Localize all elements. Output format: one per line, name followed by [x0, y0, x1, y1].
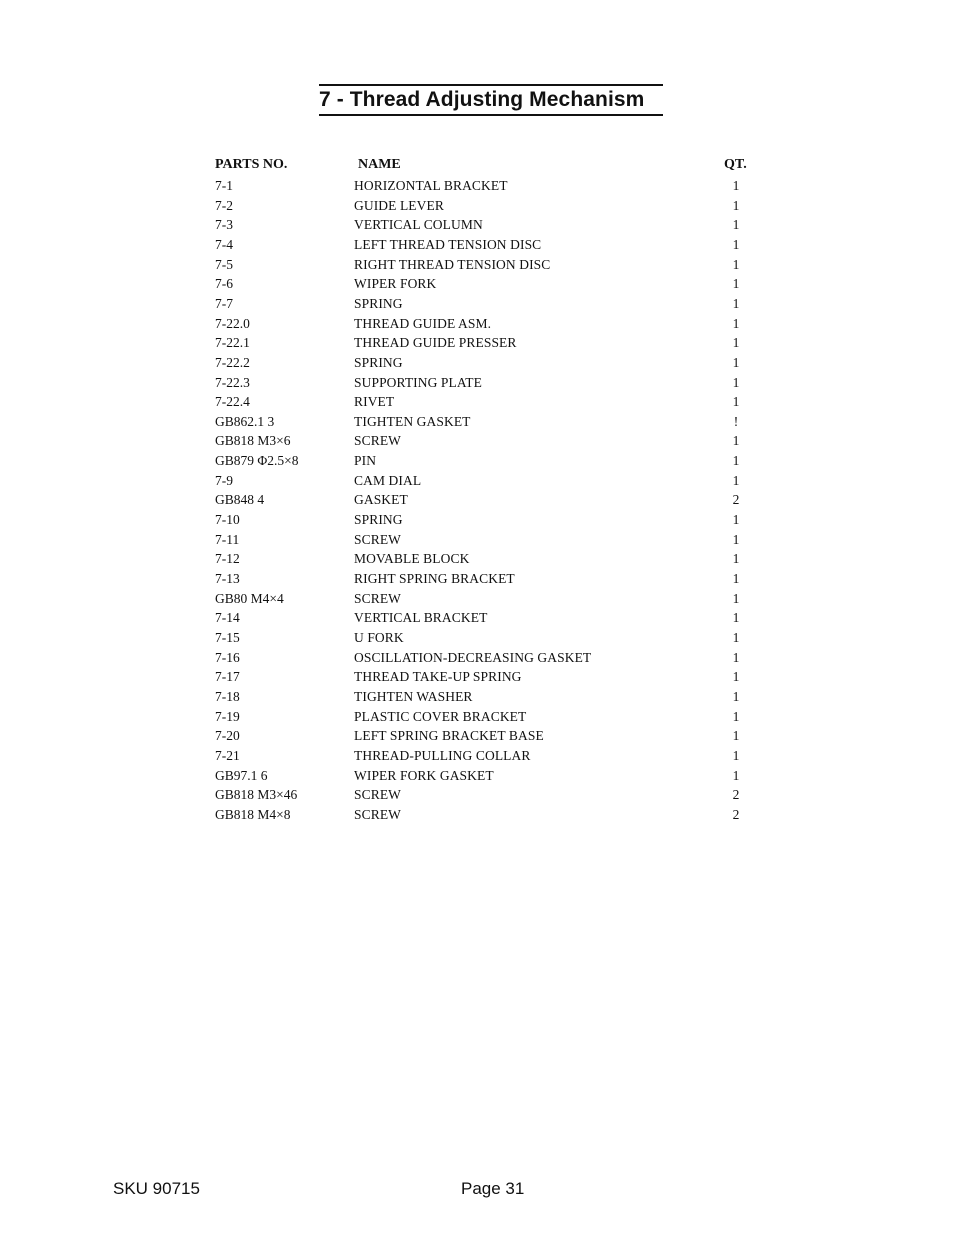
page-title: 7 - Thread Adjusting Mechanism	[319, 88, 645, 111]
table-row	[0, 667, 954, 686]
quantity-cell: 1	[732, 276, 740, 292]
part-number-cell: 7-15	[215, 629, 240, 645]
part-number-cell: 7-7	[215, 295, 233, 311]
part-name-cell: CAM DIAL	[354, 472, 422, 488]
header-name: NAME	[358, 157, 401, 172]
part-name-cell: SCREW	[354, 787, 402, 803]
part-number-cell: 7-9	[215, 472, 233, 488]
part-name-cell: THREAD GUIDE ASM.	[354, 315, 492, 331]
quantity-cell: 1	[732, 747, 740, 763]
part-number-cell: 7-18	[215, 688, 240, 704]
table-row	[0, 373, 954, 392]
part-name-cell: TIGHTEN WASHER	[354, 688, 473, 704]
quantity-cell: 1	[732, 394, 740, 410]
table-row	[0, 530, 954, 549]
part-number-cell: GB879 Φ2.5×8	[215, 453, 299, 469]
part-name-cell: WIPER FORK GASKET	[354, 767, 494, 783]
quantity-cell: 1	[732, 590, 740, 606]
part-number-cell: 7-11	[215, 531, 240, 547]
quantity-cell: 1	[732, 472, 740, 488]
part-name-cell: TIGHTEN GASKET	[354, 413, 471, 429]
table-row	[0, 451, 954, 470]
part-number-cell: 7-12	[215, 551, 240, 567]
quantity-cell: 1	[732, 335, 740, 351]
table-row	[0, 235, 954, 254]
title-block	[319, 84, 663, 116]
part-name-cell: VERTICAL BRACKET	[354, 610, 488, 626]
part-number-cell: 7-2	[215, 197, 233, 213]
quantity-cell: 1	[732, 512, 740, 528]
part-name-cell: SCREW	[354, 433, 402, 449]
part-name-cell: RIGHT SPRING BRACKET	[354, 571, 515, 586]
part-name-cell: RIGHT THREAD TENSION DISC	[354, 256, 551, 272]
table-row	[0, 628, 954, 647]
table-row	[0, 785, 954, 804]
quantity-cell: 1	[732, 453, 740, 469]
quantity-cell: 2	[732, 787, 740, 803]
table-row	[0, 294, 954, 313]
part-name-cell: VERTICAL COLUMN	[354, 217, 483, 233]
part-number-cell: 7-4	[215, 236, 233, 252]
table-row	[0, 707, 954, 726]
quantity-cell: 2	[732, 806, 740, 822]
quantity-cell: 1	[732, 649, 740, 665]
table-row	[0, 471, 954, 490]
quantity-cell: 1	[732, 256, 740, 272]
part-number-cell: 7-20	[215, 728, 240, 744]
part-number-cell: GB97.1 6	[215, 767, 268, 783]
part-number-cell: 7-17	[215, 669, 240, 685]
part-name-cell: THREAD-PULLING COLLAR	[354, 747, 531, 763]
table-row	[0, 766, 954, 785]
quantity-cell: 1	[732, 669, 740, 685]
part-name-cell: SCREW	[354, 806, 402, 822]
quantity-cell: 1	[732, 551, 740, 567]
part-name-cell: LEFT SPRING BRACKET BASE	[354, 728, 544, 744]
part-number-cell: 7-1	[215, 178, 233, 193]
quantity-cell: 1	[732, 728, 740, 744]
part-number-cell: GB818 M4×8	[215, 806, 291, 822]
table-row	[0, 176, 954, 195]
table-row	[0, 431, 954, 450]
table-row	[0, 274, 954, 293]
table-row	[0, 196, 954, 215]
part-name-cell: SPRING	[354, 295, 403, 311]
quantity-cell: 1	[732, 178, 740, 193]
quantity-cell: 1	[732, 610, 740, 626]
table-row	[0, 589, 954, 608]
quantity-cell: 1	[732, 236, 740, 252]
part-number-cell: 7-6	[215, 276, 233, 292]
table-row	[0, 687, 954, 706]
table-row	[0, 726, 954, 745]
table-row	[0, 805, 954, 824]
part-number-cell: GB80 M4×4	[215, 590, 284, 606]
part-name-cell: PIN	[354, 453, 377, 469]
part-number-cell: 7-19	[215, 708, 240, 724]
part-name-cell: HORIZONTAL BRACKET	[354, 178, 508, 193]
part-number-cell: GB862.1 3	[215, 413, 275, 429]
part-name-cell: THREAD GUIDE PRESSER	[354, 335, 517, 351]
part-number-cell: 7-14	[215, 610, 240, 626]
part-number-cell: 7-22.3	[215, 374, 250, 390]
quantity-cell: 1	[732, 571, 740, 586]
part-name-cell: WIPER FORK	[354, 276, 437, 292]
part-name-cell: SUPPORTING PLATE	[354, 374, 482, 390]
quantity-cell: 1	[732, 433, 740, 449]
part-number-cell: 7-10	[215, 512, 240, 528]
quantity-cell: 1	[732, 197, 740, 213]
part-name-cell: LEFT THREAD TENSION DISC	[354, 236, 542, 252]
quantity-cell: 1	[732, 315, 740, 331]
table-row	[0, 490, 954, 509]
part-number-cell: 7-22.0	[215, 315, 250, 331]
table-row	[0, 333, 954, 352]
quantity-cell: 1	[732, 374, 740, 390]
part-name-cell: THREAD TAKE-UP SPRING	[354, 669, 522, 685]
part-number-cell: 7-22.4	[215, 394, 250, 410]
table-row	[0, 648, 954, 667]
part-name-cell: GASKET	[354, 492, 408, 508]
table-row	[0, 412, 954, 431]
footer-page-number: Page 31	[461, 1179, 525, 1198]
table-row	[0, 392, 954, 411]
part-number-cell: 7-5	[215, 256, 233, 272]
quantity-cell: 1	[732, 708, 740, 724]
part-number-cell: GB848 4	[215, 492, 265, 508]
table-row	[0, 608, 954, 627]
part-number-cell: 7-16	[215, 649, 240, 665]
quantity-cell: 1	[732, 629, 740, 645]
table-row	[0, 353, 954, 372]
part-number-cell: 7-13	[215, 571, 240, 586]
part-number-cell: 7-3	[215, 217, 233, 233]
quantity-cell: 1	[732, 688, 740, 704]
quantity-cell: 1	[732, 295, 740, 311]
quantity-cell: 1	[732, 767, 740, 783]
quantity-cell: 1	[732, 531, 740, 547]
part-number-cell: GB818 M3×46	[215, 787, 298, 803]
table-row	[0, 510, 954, 529]
table-row	[0, 569, 954, 588]
table-row	[0, 255, 954, 274]
quantity-cell: 1	[732, 354, 740, 370]
part-name-cell: RIVET	[354, 394, 395, 410]
part-name-cell: SCREW	[354, 531, 402, 547]
header-part-no: PARTS NO.	[215, 157, 288, 172]
part-number-cell: 7-22.1	[215, 335, 250, 351]
part-number-cell: 7-21	[215, 747, 240, 763]
part-name-cell: MOVABLE BLOCK	[354, 551, 470, 567]
table-row	[0, 746, 954, 765]
header-qty: QT.	[724, 157, 747, 172]
part-name-cell: SCREW	[354, 590, 402, 606]
quantity-cell: !	[733, 413, 739, 429]
table-row	[0, 314, 954, 333]
part-name-cell: U FORK	[354, 629, 404, 645]
part-name-cell: SPRING	[354, 512, 403, 528]
part-name-cell: SPRING	[354, 354, 403, 370]
part-name-cell: PLASTIC COVER BRACKET	[354, 708, 527, 724]
quantity-cell: 2	[732, 492, 740, 508]
part-number-cell: GB818 M3×6	[215, 433, 291, 449]
quantity-cell: 1	[732, 217, 740, 233]
footer-sku: SKU 90715	[113, 1179, 200, 1198]
part-number-cell: 7-22.2	[215, 354, 250, 370]
table-row	[0, 215, 954, 234]
part-name-cell: GUIDE LEVER	[354, 197, 444, 213]
part-name-cell: OSCILLATION-DECREASING GASKET	[354, 649, 592, 665]
table-row	[0, 549, 954, 568]
